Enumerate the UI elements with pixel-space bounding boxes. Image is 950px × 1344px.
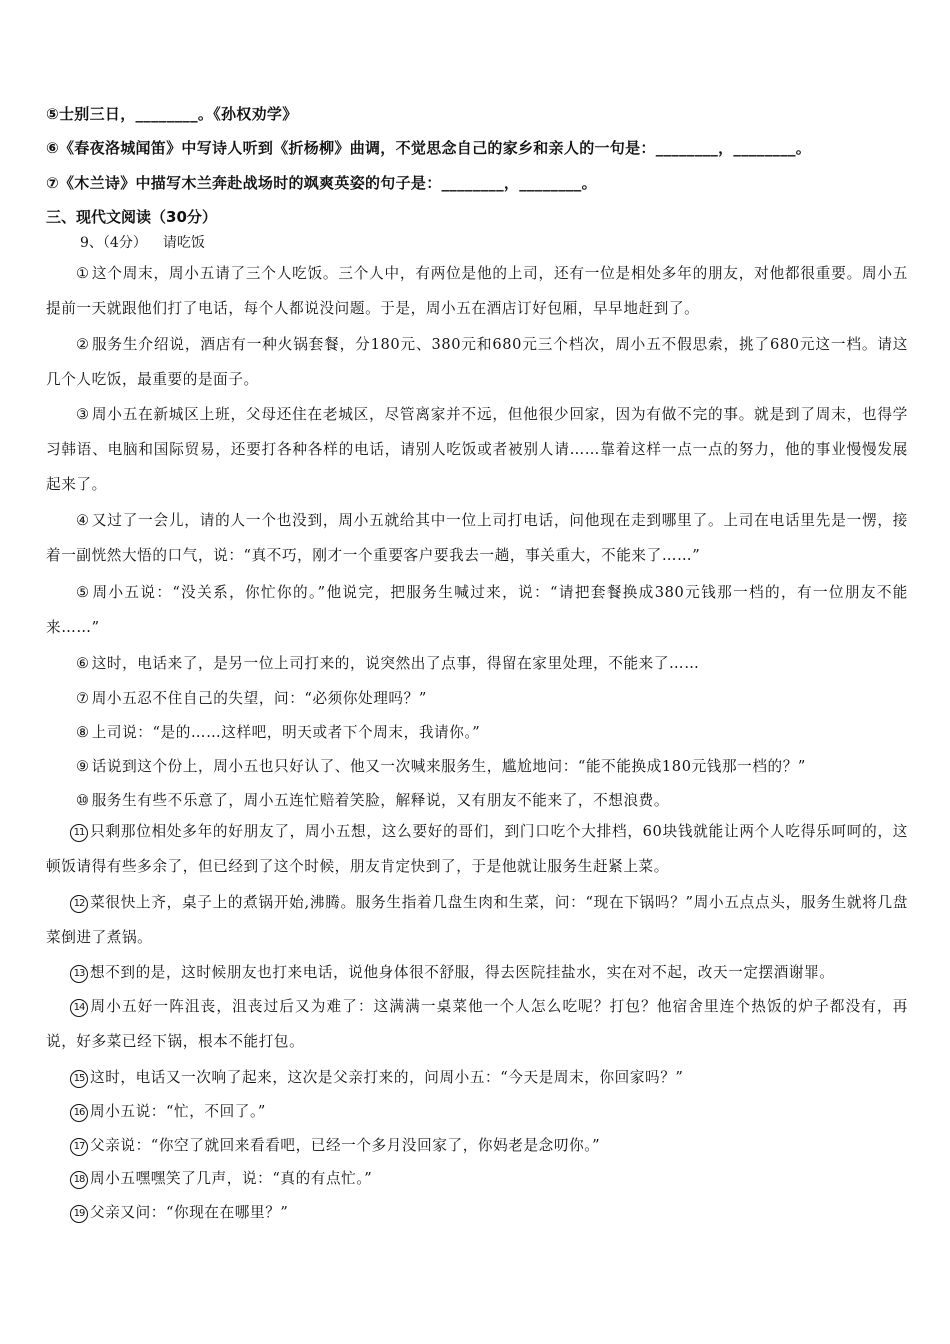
paragraph: 18 周小五嘿嘿笑了几声，说：“真的有点忙。” [46,1161,908,1196]
paragraph: ③ 周小五在新城区上班，父母还住在老城区，尽管离家并不远，但他很少回家，因为有做不完的事。就是到了周末，也得学习韩语、电脑和国际贸易，还要打各种各样的电话，请别人吃饭或者被别人请……靠着这样一点一点的努力，他的事业慢慢发展起来了。 [46,406,908,493]
paragraph-number-badge: 16 [70,1104,88,1122]
question-5: ⑤士别三日，________。《孙权劝学》 [46,105,298,123]
paragraph: 16 周小五说：“忙，不回了。” [46,1094,908,1129]
sub-question-label: 9、（4分） [80,235,147,251]
paragraph: 12 菜很快上齐，桌子上的煮锅开始,沸腾。服务生指着几盘生肉和生菜，问：“现在下锅吗？”周小五点点头，服务生就将几盘菜倒进了煮锅。 [46,894,908,946]
paragraph: 17 父亲说：“你空了就回来看看吧，已经一个多月没回家了，你妈老是念叨你。” [46,1128,908,1163]
paragraph: 15 这时，电话又一次响了起来，这次是父亲打来的，问周小五：“今天是周末，你回家吗？” [46,1060,908,1095]
sub-question-heading [80,232,205,252]
paragraph: 13 想不到的是，这时候朋友也打来电话，说他身体很不舒服，得去医院挂盐水，实在对不起，改天一定摆酒谢罪。 [46,955,908,990]
paragraph: ⑧ 上司说：“是的……这样吧，明天或者下个周末，我请你。” [76,724,481,741]
paragraph-number-badge: 17 [70,1138,88,1156]
paragraph-number-badge: 11 [70,824,88,842]
paragraph-number-badge: 18 [70,1171,88,1189]
paragraph-number-badge: 14 [70,999,88,1017]
paragraph: ⑤ 周小五说：“没关系，你忙你的。”他说完，把服务生喊过来，说：“请把套餐换成380元钱那一档的，有一位朋友不能来……” [46,584,908,636]
paragraph: ② 服务生介绍说，酒店有一种火锅套餐，分180元、380元和680元三个档次，周小五不假思索，挑了680元这一档。请这几个人吃饭，最重要的是面子。 [46,336,908,388]
paragraph: ① 这个周末，周小五请了三个人吃饭。三个人中，有两位是他的上司，还有一位是相处多年的朋友，对他都很重要。周小五提前一天就跟他们打了电话，每个人都说没问题。于是，周小五在酒店订好包厢，早早地赶到了。 [46,265,908,317]
paragraph-number-badge: 15 [70,1070,88,1088]
paragraph: ⑥ 这时，电话来了，是另一位上司打来的，说突然出了点事，得留在家里处理，不能来了…… [76,655,700,672]
question-6: ⑥《春夜洛城闻笛》中写诗人听到《折杨柳》曲调，不觉思念自己的家乡和亲人的一句是：________，________。 [46,139,812,157]
paragraph: ⑨ 话说到这个份上，周小五也只好认了、他又一次喊来服务生，尴尬地问：“能不能换成180元钱那一档的？” [76,758,806,775]
paragraph: 11 只剩那位相处多年的好朋友了，周小五想，这么要好的哥们，到门口吃个大排档，60块钱就能让两个人吃得乐呵呵的，这顿饭请得有些多余了，但已经到了这个时候，朋友肯定快到了，于是他就让服务生赶紧上菜。 [46,823,908,875]
paragraph-number-badge: 13 [70,965,88,983]
paragraph-number-badge: 12 [70,895,88,913]
paragraph: ⑦ 周小五忍不住自己的失望，问：“必须你处理吗？” [76,690,427,707]
paragraph-number-badge: 19 [70,1205,88,1223]
paragraph: 14 周小五好一阵沮丧，沮丧过后又为难了：这满满一桌菜他一个人怎么吃呢？打包？他宿舍里连个热饭的炉子都没有，再说，好多菜已经下锅，根本不能打包。 [46,998,908,1050]
section-heading: 三、现代文阅读（30分） [46,208,217,226]
passage-title: 请吃饭 [162,235,205,251]
paragraph: 19 父亲又问：“你现在在哪里？” [46,1195,908,1230]
paragraph: ⑩ 服务生有些不乐意了，周小五连忙赔着笑脸，解释说，又有朋友不能来了，不想浪费。 [76,792,670,809]
paragraph: ④ 又过了一会儿，请的人一个也没到，周小五就给其中一位上司打电话，问他现在走到哪里了。上司在电话里先是一愣，接着一副恍然大悟的口气，说：“真不巧，刚才一个重要客户要我去一趟，事关重大，不能来了……” [46,512,908,564]
question-7: ⑦《木兰诗》中描写木兰奔赴战场时的飒爽英姿的句子是：________，________。 [46,174,597,192]
